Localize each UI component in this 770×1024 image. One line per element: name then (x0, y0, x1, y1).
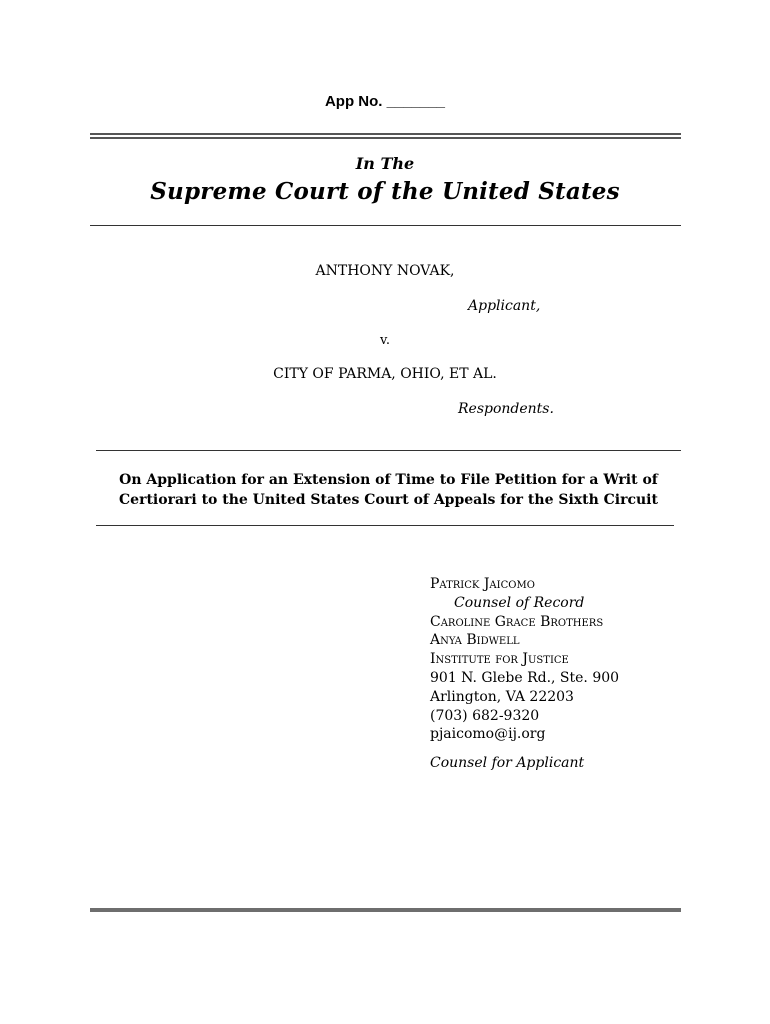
double-rule-top (90, 133, 681, 139)
proceeding-line-2: Certiorari to the United States Court of Appeals for the Sixth Circuit (119, 492, 658, 508)
lead-counsel-name: Patrick Jaicomo (430, 576, 535, 592)
address-city: Arlington, VA 22203 (430, 688, 574, 705)
email-address: pjaicomo@ij.org (430, 726, 546, 743)
court-name: Supreme Court of the United States (150, 178, 620, 205)
versus: v. (380, 333, 390, 348)
organization-name: Institute for Justice (430, 651, 569, 668)
applicant-role: Applicant, (468, 298, 541, 314)
respondent-role: Respondents. (458, 401, 554, 417)
attorney-name: Anya Bidwell (430, 632, 520, 649)
address-street: 901 N. Glebe Rd., Ste. 900 (430, 669, 620, 686)
counsel-block (430, 575, 750, 773)
application-number: App No. _______ (324, 93, 446, 110)
counsel-for-label: Counsel for Applicant (430, 755, 585, 772)
phone-number: (703) 682-9320 (430, 707, 540, 724)
applicant-name: ANTHONY NOVAK, (315, 263, 455, 279)
bottom-rule (90, 908, 681, 912)
divider-under-court (90, 225, 681, 226)
attorney-name: Caroline Grace Brothers (430, 613, 604, 630)
proceeding-title (96, 470, 681, 510)
respondent-name: CITY OF PARMA, OHIO, ET AL. (273, 366, 497, 382)
proceeding-line-1: On Application for an Extension of Time to File Petition for a Writ of (119, 472, 658, 488)
lead-counsel-role: Counsel of Record (454, 594, 585, 611)
court-heading-in-the: In The (355, 154, 415, 173)
divider-above-proceeding (96, 450, 681, 451)
divider-below-proceeding (96, 525, 674, 526)
